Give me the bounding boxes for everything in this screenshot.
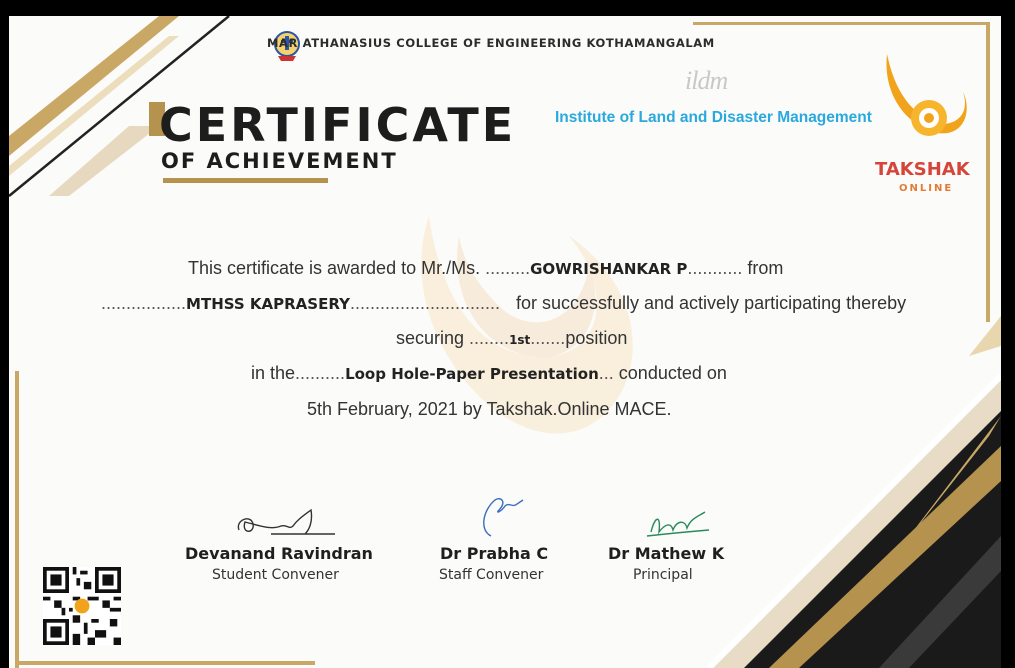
title-underline xyxy=(163,178,328,183)
award-line-1: This certificate is awarded to Mr./Ms. .........GOWRISHANKAR P........... from xyxy=(188,258,784,278)
partner-name: Institute of Land and Disaster Management xyxy=(555,109,872,126)
event-name: Loop Hole-Paper Presentation xyxy=(345,365,599,383)
signatory-2-name: Dr Prabha C xyxy=(440,544,549,563)
qr-code-icon[interactable] xyxy=(43,567,121,645)
certificate-page xyxy=(9,16,1001,668)
takshak-brand: TAKSHAK xyxy=(875,159,970,180)
school-name: MTHSS KAPRASERY xyxy=(186,295,350,313)
signature-devanand xyxy=(231,500,341,540)
award-line-5: 5th February, 2021 by Takshak.Online MACE. xyxy=(307,399,672,419)
certificate-title: CERTIFICATE xyxy=(159,98,517,152)
signatory-2-role: Staff Convener xyxy=(439,567,544,583)
position-value: 1st xyxy=(509,333,531,347)
signatory-1-role: Student Convener xyxy=(212,567,339,583)
signatory-1-name: Devanand Ravindran xyxy=(185,544,373,563)
certificate-subtitle: OF ACHIEVEMENT xyxy=(161,149,398,173)
recipient-name: GOWRISHANKAR P xyxy=(530,260,688,278)
college-name: MAR ATHANASIUS COLLEGE OF ENGINEERING KOTHAMANGALAM xyxy=(267,36,715,50)
signature-prabha xyxy=(471,492,531,542)
takshak-logo-icon xyxy=(883,52,975,162)
signatory-3-role: Principal xyxy=(633,567,693,583)
ildm-logo-icon: ildm xyxy=(685,66,728,95)
award-line-4: in the..........Loop Hole-Paper Presentation... conducted on xyxy=(251,363,727,383)
takshak-online: ONLINE xyxy=(899,183,954,194)
signature-mathew xyxy=(645,506,715,542)
award-line-2: .................MTHSS KAPRASERY.............................. for successfully and actively participating thereby xyxy=(101,293,907,313)
signatory-3-name: Dr Mathew K xyxy=(608,544,725,563)
award-line-3: securing ........1st.......position xyxy=(396,328,628,348)
